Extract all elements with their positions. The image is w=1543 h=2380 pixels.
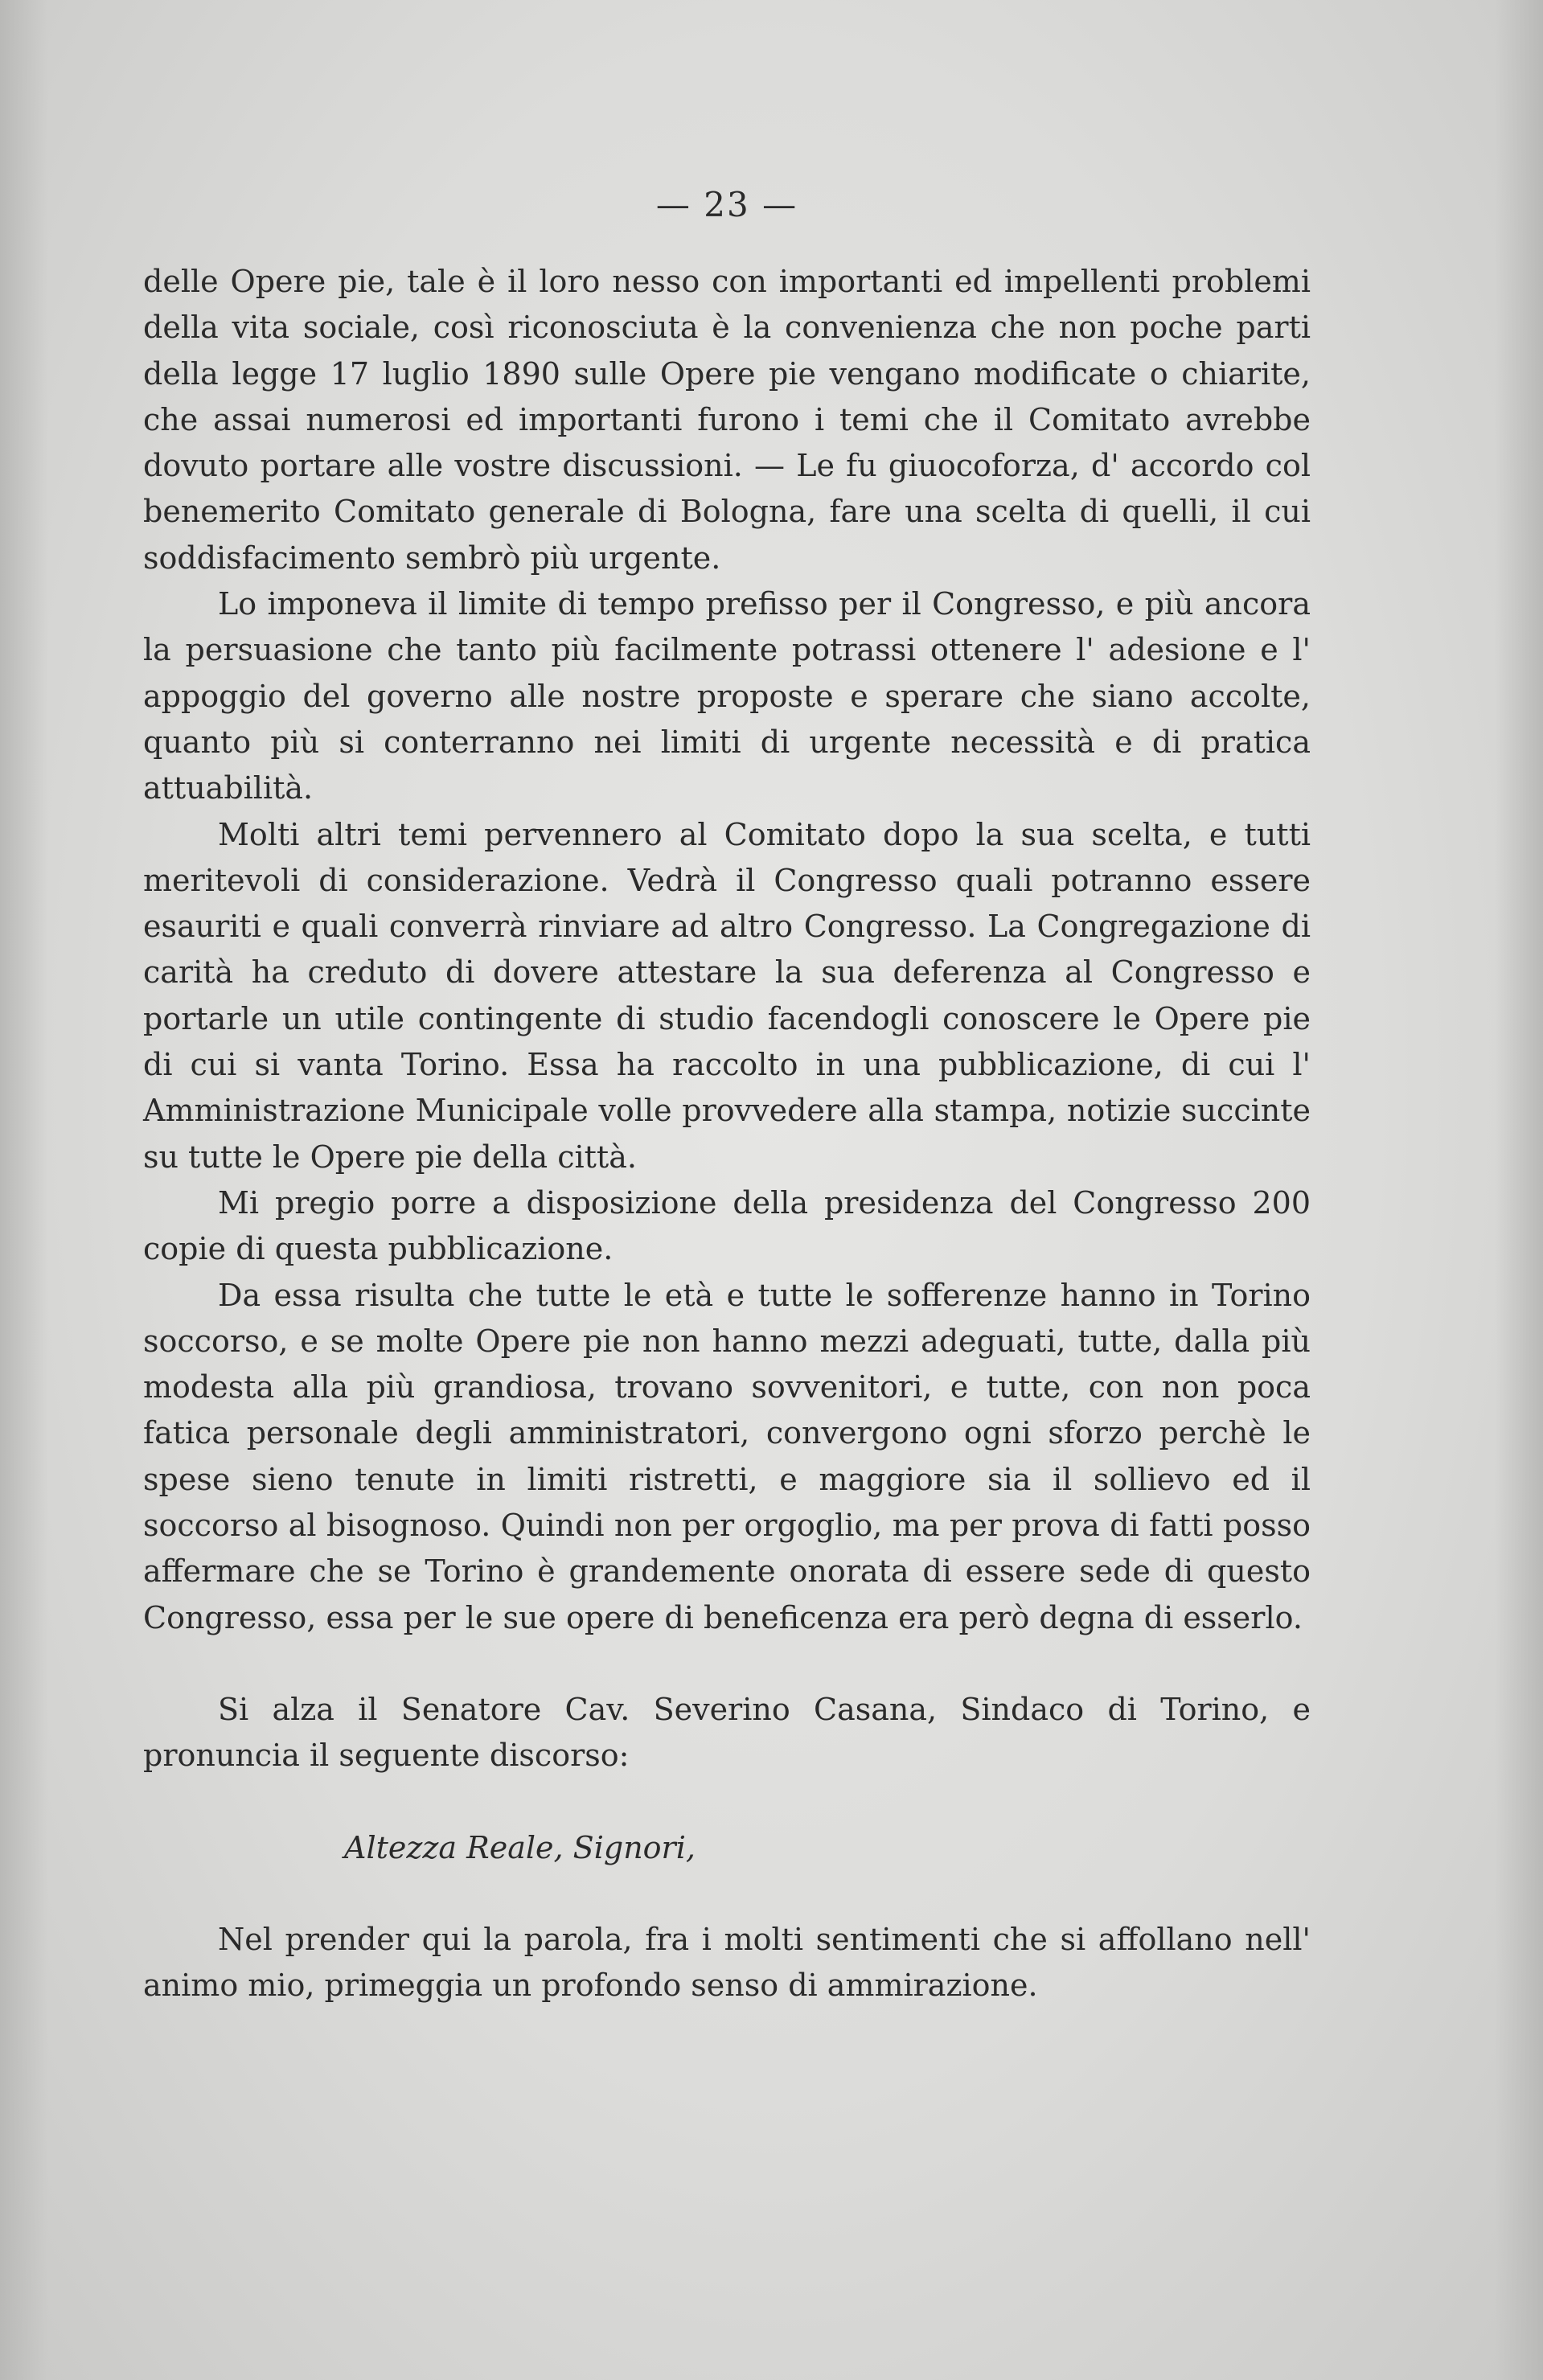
salutation: Altezza Reale, Signori,: [344, 1829, 696, 1865]
page-number: — 23 —: [655, 185, 798, 224]
page-left-shadow: [0, 0, 48, 2380]
paragraph-time-limit: Lo imponeva il limite di tempo prefisso per il Congresso, e più ancora la persuasione che tanto più facilmente potrassi ottenere l' adesione e l' appoggio del governo alle nostre proposte e sperare che siano accolte, quanto più si conterranno nei limiti di urgente necessità e di pratica attuabilità.: [143, 586, 1311, 806]
paragraph-other-topics: Molti altri temi pervennero al Comitato dopo la sua scelta, e tutti meritevoli di considerazione. Vedrà il Congresso quali potranno essere esauriti e quali converrà rinviare ad altro Congresso. La Congregazione di carità ha creduto di dovere attestare la sua deferenza al Congresso e portarle un utile contingente di studio facendogli conoscere le Opere pie di cui si vanta Torino. Essa ha raccolto in una pubblicazione, di cui l' Amministrazione Municipale volle provvedere alla stampa, notizie succinte su tutte le Opere pie della città.: [143, 816, 1311, 1175]
section-gap: [143, 1871, 1311, 1917]
page-right-shadow: [1495, 0, 1543, 2380]
speech-opening: Nel prender qui la parola, fra i molti sentimenti che si affollano nell' animo mio, primeggia un profondo senso di ammirazione.: [143, 1921, 1311, 2004]
section-gap: [143, 1779, 1311, 1825]
paragraph-continuation: delle Opere pie, tale è il loro nesso con importanti ed impellenti problemi della vita sociale, così riconosciuta è la convenienza che non poche parti della legge 17 luglio 1890 sulle Opere pie vengano modificate o chiarite, che assai numerosi ed importanti furono i temi che il Comitato avrebbe dovuto portare alle vostre discussioni. — Le fu giuocoforza, d' accordo col benemerito Comitato generale di Bologna, fare una scelta di quelli, il cui soddisfacimento sembrò più urgente.: [143, 264, 1311, 576]
speaker-intro: Si alza il Senatore Cav. Severino Casana, Sindaco di Torino, e pronuncia il seguente discorso:: [143, 1691, 1311, 1774]
paragraph-charity-works: Da essa risulta che tutte le età e tutte le sofferenze hanno in Torino soccorso, e se molte Opere pie non hanno mezzi adeguati, tutte, dalla più modesta alla più grandiosa, trovano sovvenitori, e tutte, con non poca fatica personale degli amministratori, convergono ogni sforzo perchè le spese sieno tenute in limiti ristretti, e maggiore sia il sollievo ed il soccorso al bisognoso. Quindi non per orgoglio, ma per prova di fatti posso affermare che se Torino è grandemente onorata di essere sede di questo Congresso, essa per le sue opere di beneficenza era però degna di esserlo.: [143, 1277, 1311, 1635]
section-gap: [143, 1641, 1311, 1687]
paragraph-copies: Mi pregio porre a disposizione della presidenza del Congresso 200 copie di questa pubblicazione.: [143, 1184, 1311, 1267]
body-text: [143, 259, 1311, 2009]
